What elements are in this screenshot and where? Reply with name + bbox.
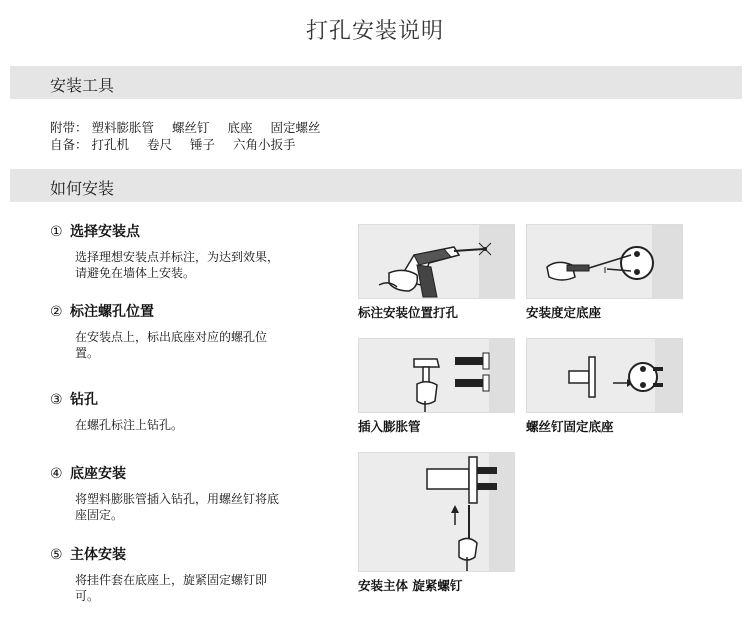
step-description: 在安装点上，标出底座对应的螺孔位置。: [75, 330, 268, 360]
step-description: 将塑料膨胀管插入钻孔，用螺丝钉将底座固定。: [75, 492, 280, 522]
step-title: 主体安装: [70, 547, 126, 563]
base-screw-icon: [526, 338, 683, 413]
attached-tools-line: [50, 118, 335, 136]
figure-base-screw: [526, 338, 683, 434]
install-section-header: [10, 169, 742, 202]
install-step: [50, 221, 310, 281]
step-title: 底座安装: [70, 466, 126, 482]
install-step: [50, 463, 310, 523]
attached-tools-label: 附带：: [50, 120, 88, 135]
step-description: 选择理想安装点并标注，为达到效果，请避免在墙体上安装。: [75, 250, 280, 280]
attached-tool-item: 底座: [227, 120, 253, 135]
figure-screwdriver-base: [526, 224, 683, 320]
figure-hammer-anchor: [358, 338, 515, 434]
hex-key-body-icon: [358, 452, 515, 572]
own-tool-item: 锤子: [190, 137, 216, 152]
attached-tool-item: 塑料膨胀管: [91, 120, 155, 135]
step-number: ⑤: [50, 547, 63, 563]
install-step: [50, 544, 310, 604]
figure-hex-key-body: [358, 452, 515, 593]
figure-caption: 螺丝钉固定底座: [526, 419, 614, 434]
step-title: 钻孔: [70, 392, 98, 408]
install-section-heading: 如何安装: [50, 179, 115, 198]
step-heading: [50, 544, 310, 564]
own-tool-item: 卷尺: [147, 137, 173, 152]
step-number: ③: [50, 392, 63, 408]
drill-icon: [358, 224, 515, 299]
step-heading: [50, 389, 310, 409]
own-tools-label: 自备：: [50, 137, 88, 152]
tools-section-header: [10, 66, 742, 99]
install-step: [50, 389, 310, 433]
step-description: 在螺孔标注上钻孔。: [75, 418, 184, 432]
step-number: ①: [50, 224, 63, 240]
hammer-anchor-icon: [358, 338, 515, 413]
own-tool-item: 六角小扳手: [233, 137, 296, 152]
own-tools-line: [50, 135, 310, 153]
step-description: 将挂件套在底座上，旋紧固定螺钉即可。: [75, 573, 268, 603]
tools-section-heading: 安装工具: [50, 76, 115, 95]
figure-caption: 安装度定底座: [526, 305, 602, 320]
step-title: 选择安装点: [70, 224, 140, 240]
figure-caption: 标注安装位置打孔: [358, 305, 459, 320]
screwdriver-base-icon: [526, 224, 683, 299]
figure-caption: 安装主体 旋紧螺钉: [358, 578, 463, 593]
install-step: [50, 301, 310, 361]
attached-tool-item: 螺丝钉: [172, 120, 210, 135]
figure-caption: 插入膨胀管: [358, 419, 421, 434]
attached-tool-item: 固定螺丝: [270, 120, 321, 135]
step-heading: [50, 463, 310, 483]
step-heading: [50, 221, 310, 241]
step-heading: [50, 301, 310, 321]
step-title: 标注螺孔位置: [70, 304, 154, 320]
page-title: 打孔安装说明: [305, 19, 444, 44]
step-number: ②: [50, 304, 63, 320]
own-tool-item: 打孔机: [91, 137, 130, 152]
figure-drill: [358, 224, 515, 320]
step-number: ④: [50, 466, 63, 482]
